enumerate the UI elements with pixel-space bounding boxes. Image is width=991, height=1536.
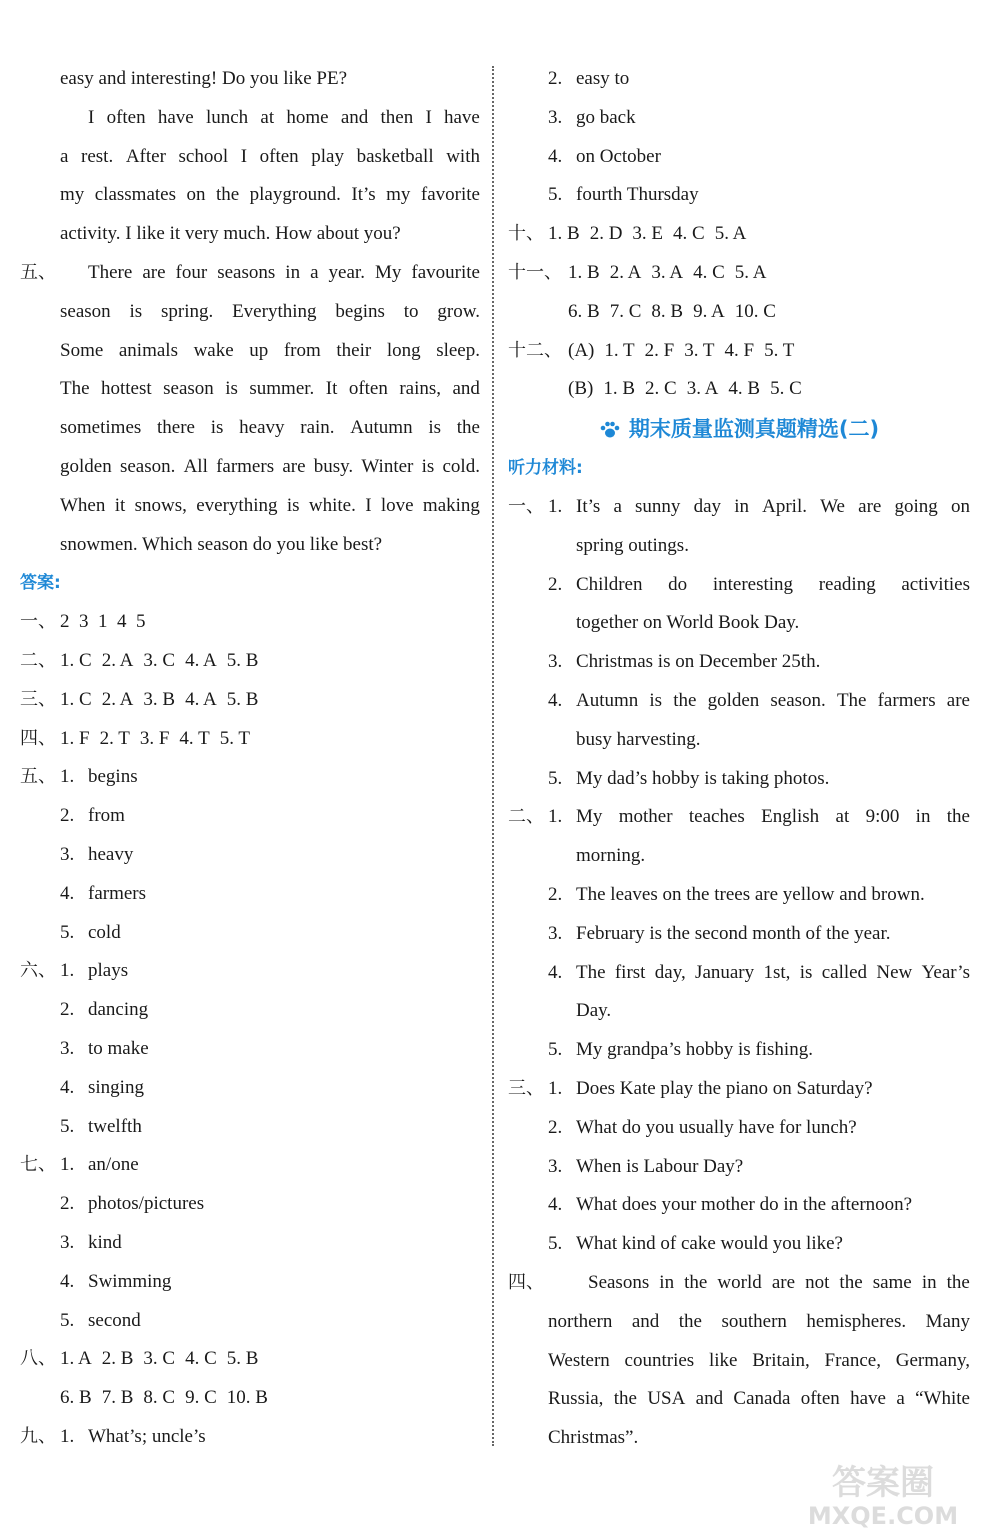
listening-text: Does Kate play the piano on Saturday? [576, 1077, 873, 1099]
listening-text: What do you usually have for lunch? [576, 1116, 857, 1138]
section-label: 六、 [20, 960, 56, 982]
answer-section-8 [20, 1340, 480, 1379]
answer-section-2 [20, 642, 480, 681]
paragraph-line: my classmates on the playground. It’s my favorite [60, 184, 480, 206]
section-label: 七、 [20, 1154, 56, 1176]
listening-text: morning. [576, 845, 646, 867]
listening-line [508, 876, 970, 915]
section-label: 十、 [508, 223, 544, 245]
paragraph-line [508, 954, 970, 993]
item-number: 2. [60, 1193, 75, 1215]
listening-line [508, 1109, 970, 1148]
answer-item: 4. C [185, 1348, 217, 1370]
answer-section-9-row [508, 60, 970, 99]
item-number: 3. [548, 651, 563, 673]
paragraph-line: Seasons in the world are not the same in the 四、 [508, 1264, 970, 1303]
paragraph-line: snowmen. Which season do you like best? [60, 533, 383, 555]
answer-item: 1. F [60, 727, 90, 749]
answer-section-6-row [20, 1030, 480, 1069]
listening-text: Children do interesting reading activities [576, 573, 970, 595]
column-divider [492, 66, 494, 1446]
answer-item: 4. F [724, 339, 755, 361]
paragraph-line [508, 488, 970, 527]
item-number: 4. [548, 689, 563, 711]
item-number: 3. [60, 843, 75, 865]
section-label: 四、 [20, 727, 56, 749]
listening-text: Day. [576, 1000, 612, 1022]
answer-item: 3. F [139, 727, 170, 749]
answer-section-6-row [20, 1069, 480, 1108]
listening-line [508, 992, 970, 1031]
listening-text: February is the second month of the year. [576, 922, 891, 944]
group-label: (B) [568, 378, 594, 400]
answer-section-6-row [20, 952, 480, 991]
item-number: 3. [60, 1037, 75, 1059]
answer-item: 9. C [185, 1387, 217, 1409]
answer-item: 2. F [644, 339, 675, 361]
paragraph-line: sometimes there is heavy rain. Autumn is the [60, 417, 480, 439]
right-column [508, 60, 970, 1458]
spacer [508, 566, 548, 605]
section-title [508, 409, 970, 449]
item-number: 1. [548, 1077, 563, 1099]
answer-text: second [88, 1309, 141, 1331]
answer-item: 10. C [734, 300, 776, 322]
answer-item: 1. C [60, 688, 92, 710]
answer-section-5-row [20, 836, 480, 875]
answer-section-7-row [20, 1224, 480, 1263]
section-label: 四、 [508, 1271, 544, 1293]
watermark-line-2: MXQE.COM [807, 1502, 959, 1530]
item-number: 4. [548, 961, 563, 983]
section-title-text: 期末质量监测真题精选(二) [628, 417, 880, 442]
answer-text: go back [576, 106, 636, 128]
watermark-logo [783, 1452, 983, 1532]
answer-text: heavy [88, 843, 134, 865]
answer-section-4 [20, 720, 480, 759]
answer-section-7-row [20, 1263, 480, 1302]
listening-text: Autumn is the golden season. The farmers are [576, 689, 970, 711]
paragraph-line: a rest. After school I often play basketball with [60, 145, 480, 167]
listening-line [508, 915, 970, 954]
answer-item: 9. A [693, 300, 725, 322]
answer-item: 3. E [632, 223, 664, 245]
answer-section-11-cont [508, 293, 970, 332]
item-number: 5. [548, 767, 563, 789]
answer-item: 3. C [143, 649, 176, 671]
answer-text: singing [88, 1076, 144, 1098]
item-number: 1. [60, 1154, 75, 1176]
listening-text: My dad’s hobby is taking photos. [576, 767, 830, 789]
paragraph-line: The hottest season is summer. It often rains, and [60, 378, 480, 400]
answers-heading: 答案: [20, 573, 61, 594]
answer-section-5-row [20, 914, 480, 953]
answer-section-5-row [20, 875, 480, 914]
answer-item: 3. C [143, 1348, 176, 1370]
answer-item: 7. C [609, 300, 642, 322]
answer-text: cold [88, 921, 121, 943]
paragraph-line [508, 682, 970, 721]
section-label: 三、 [20, 688, 56, 710]
answer-item: 2. A [101, 649, 134, 671]
listening-text: The first day, January 1st, is called New Year’s [576, 961, 970, 983]
listening-line [508, 604, 970, 643]
item-number: 4. [60, 882, 75, 904]
section-label: 八、 [20, 1348, 56, 1370]
answer-text: photos/pictures [88, 1193, 205, 1215]
answer-section-9-row [508, 99, 970, 138]
item-number: 5. [548, 184, 563, 206]
answer-item: 2. B [101, 1348, 134, 1370]
listening-line [508, 1070, 970, 1109]
answer-text: dancing [88, 999, 149, 1021]
listening-line [508, 643, 970, 682]
listening-line [508, 527, 970, 566]
answer-text: What’s; uncle’s [88, 1425, 206, 1447]
answer-section-6-row [20, 1108, 480, 1147]
item-number: 2. [548, 883, 563, 905]
answer-item: 1. C [60, 649, 92, 671]
paragraph-line: When it snows, everything is white. I love making [60, 494, 480, 516]
listening-line [508, 1031, 970, 1070]
item-number: 3. [548, 922, 563, 944]
item-number: 4. [60, 1076, 75, 1098]
answer-item: 4. B [728, 378, 761, 400]
answer-item: 7. B [101, 1387, 134, 1409]
answer-item: 5. B [226, 688, 259, 710]
answer-section-7-row [20, 1185, 480, 1224]
section-label: 一、 [20, 611, 56, 633]
spacer [508, 682, 548, 721]
answer-item: 4. A [185, 649, 217, 671]
listening-text: My mother teaches English at 9:00 in the [576, 806, 970, 828]
item-number: 2. [548, 573, 563, 595]
answer-section-12-a [508, 332, 970, 371]
answer-text: easy to [576, 68, 630, 89]
answer-item: 4. A [185, 688, 217, 710]
paragraph-line [508, 798, 970, 837]
listening-heading: 听力材料: [508, 458, 583, 479]
answer-item: 5. A [714, 223, 747, 245]
answer-item: 6. B [568, 300, 600, 322]
answer-item: 2. T [99, 727, 130, 749]
paragraph-line: I often have lunch at home and then I have [88, 106, 480, 128]
watermark-line-1: 答案圈 [832, 1463, 934, 1503]
answer-item: 2. A [609, 261, 642, 283]
answer-section-5-row [20, 758, 480, 797]
item-number: 1. [548, 806, 563, 828]
answer-item: 4. C [673, 223, 705, 245]
item-number: 4. [548, 1194, 563, 1216]
answer-item: 8. B [651, 300, 684, 322]
answer-item: 3. B [143, 688, 176, 710]
item-number: 3. [548, 1155, 563, 1177]
answer-item: 1. B [603, 378, 636, 400]
listening-text: spring outings. [576, 534, 689, 556]
item-number: 5. [60, 921, 75, 943]
item-number: 4. [548, 145, 563, 167]
section-label: 十二、 [508, 339, 562, 361]
answer-section-10 [508, 215, 970, 254]
listening-text: busy harvesting. [576, 728, 701, 750]
item-number: 4. [60, 1270, 75, 1292]
section-5-paragraph [20, 254, 480, 564]
item-number: 1. [60, 960, 75, 982]
answer-section-8-cont [20, 1379, 480, 1418]
answer-section-12-b [508, 370, 970, 409]
paragraph-line: Some animals wake up from their long sleep. [60, 339, 480, 361]
answer-item: 5. C [770, 378, 802, 400]
item-number: 2. [60, 805, 75, 827]
paragraph-line: easy and interesting! Do you like PE? [60, 68, 348, 89]
spacer [508, 954, 548, 993]
item-number: 5. [60, 1115, 75, 1137]
section-label: 一、 [508, 495, 544, 517]
answer-text: to make [88, 1037, 149, 1059]
answer-item: 5. T [764, 339, 795, 361]
listening-line [508, 1148, 970, 1187]
section-label: 二、 [508, 806, 544, 828]
listening-text: The leaves on the trees are yellow and brown. [576, 883, 925, 905]
answer-item: 6. B [60, 1387, 92, 1409]
answer-item: 5. A [734, 261, 767, 283]
paragraph-line: Russia, the USA and Canada often have a “White [548, 1388, 970, 1410]
listening-text: My grandpa’s hobby is fishing. [576, 1039, 813, 1061]
section-label: 九、 [20, 1425, 56, 1447]
listening-line [508, 760, 970, 799]
answer-item: 1. T [604, 339, 635, 361]
paragraph-line: northern and the southern hemispheres. Many [548, 1310, 970, 1332]
left-column [20, 60, 480, 1457]
answer-text: 2 3 1 4 5 [60, 611, 146, 633]
answer-section-9-row [508, 138, 970, 177]
listening-line [508, 1225, 970, 1264]
listening-text: It’s a sunny day in April. We are going on [576, 495, 970, 517]
answer-item: 5. B [226, 649, 259, 671]
answer-section-7-row [20, 1302, 480, 1341]
listening-text: What kind of cake would you like? [576, 1233, 843, 1255]
answer-item: 2. C [645, 378, 677, 400]
answer-text: begins [88, 766, 138, 788]
paragraph-line: Christmas”. [548, 1427, 639, 1449]
answer-item: 10. B [226, 1387, 268, 1409]
answer-item: 1. B [568, 261, 600, 283]
item-number: 1. [548, 495, 563, 517]
section-label: 十一、 [508, 261, 562, 283]
paw-icon [599, 421, 621, 439]
answer-item: 4. C [693, 261, 725, 283]
answer-section-1 [20, 603, 480, 642]
answer-item: 3. T [684, 339, 715, 361]
answer-text: an/one [88, 1154, 139, 1176]
answer-section-5-row [20, 797, 480, 836]
answer-item: 2. D [589, 223, 623, 245]
item-number: 5. [548, 1039, 563, 1061]
listening-text: When is Labour Day? [576, 1155, 744, 1177]
answer-section-3 [20, 681, 480, 720]
answer-text: farmers [88, 882, 147, 904]
answer-section-9 [20, 1418, 480, 1457]
answer-item: 4. T [179, 727, 210, 749]
listening-line [508, 837, 970, 876]
paragraph-line: season is spring. Everything begins to grow. [60, 300, 480, 322]
listening-line [508, 1186, 970, 1225]
answer-item: 5. B [226, 1348, 259, 1370]
answer-text: Swimming [88, 1270, 172, 1292]
answer-section-7-row [20, 1146, 480, 1185]
paragraph-line: golden season. All farmers are busy. Winter is cold. [60, 455, 480, 477]
paragraph-line: activity. I like it very much. How about you? [60, 223, 401, 245]
answer-section-6-row [20, 991, 480, 1030]
listening-text: together on World Book Day. [576, 612, 800, 634]
essay-paragraph [20, 60, 480, 254]
answer-text: plays [88, 960, 129, 982]
group-label: (A) [568, 339, 595, 361]
answer-text: on October [576, 145, 661, 167]
item-number: 5. [60, 1309, 75, 1331]
section-label: 二、 [20, 649, 56, 671]
answer-item: 5. T [219, 727, 250, 749]
answer-text: fourth Thursday [576, 184, 699, 206]
answer-text: twelfth [88, 1115, 142, 1137]
item-number: 2. [60, 999, 75, 1021]
listening-line [508, 721, 970, 760]
item-number: 1. [60, 1425, 75, 1447]
answer-section-11 [508, 254, 970, 293]
section-label: 五、 [20, 261, 56, 283]
item-number: 3. [548, 106, 563, 128]
answer-item: 1. B [548, 223, 580, 245]
answer-text: from [88, 805, 125, 827]
item-number: 3. [60, 1231, 75, 1253]
item-number: 5. [548, 1233, 563, 1255]
answer-item: 2. A [101, 688, 134, 710]
item-number: 2. [548, 1116, 563, 1138]
answer-text: kind [88, 1231, 122, 1253]
listening-text: Christmas is on December 25th. [576, 651, 821, 673]
item-number: 2. [548, 68, 563, 89]
paragraph-line: Western countries like Britain, France, Germany, [548, 1349, 970, 1371]
answer-item: 8. C [143, 1387, 176, 1409]
answer-item: 3. A [651, 261, 684, 283]
paragraph-line [508, 566, 970, 605]
section-label: 三、 [508, 1077, 544, 1099]
item-number: 1. [60, 766, 75, 788]
answer-item: 3. A [686, 378, 719, 400]
answer-item: 1. A [60, 1348, 92, 1370]
paragraph-line: There are four seasons in a year. My favourite 五、 [20, 254, 480, 293]
section-label: 五、 [20, 766, 56, 788]
answer-section-9-row [508, 176, 970, 215]
listening-text: What does your mother do in the afternoon? [576, 1194, 913, 1216]
